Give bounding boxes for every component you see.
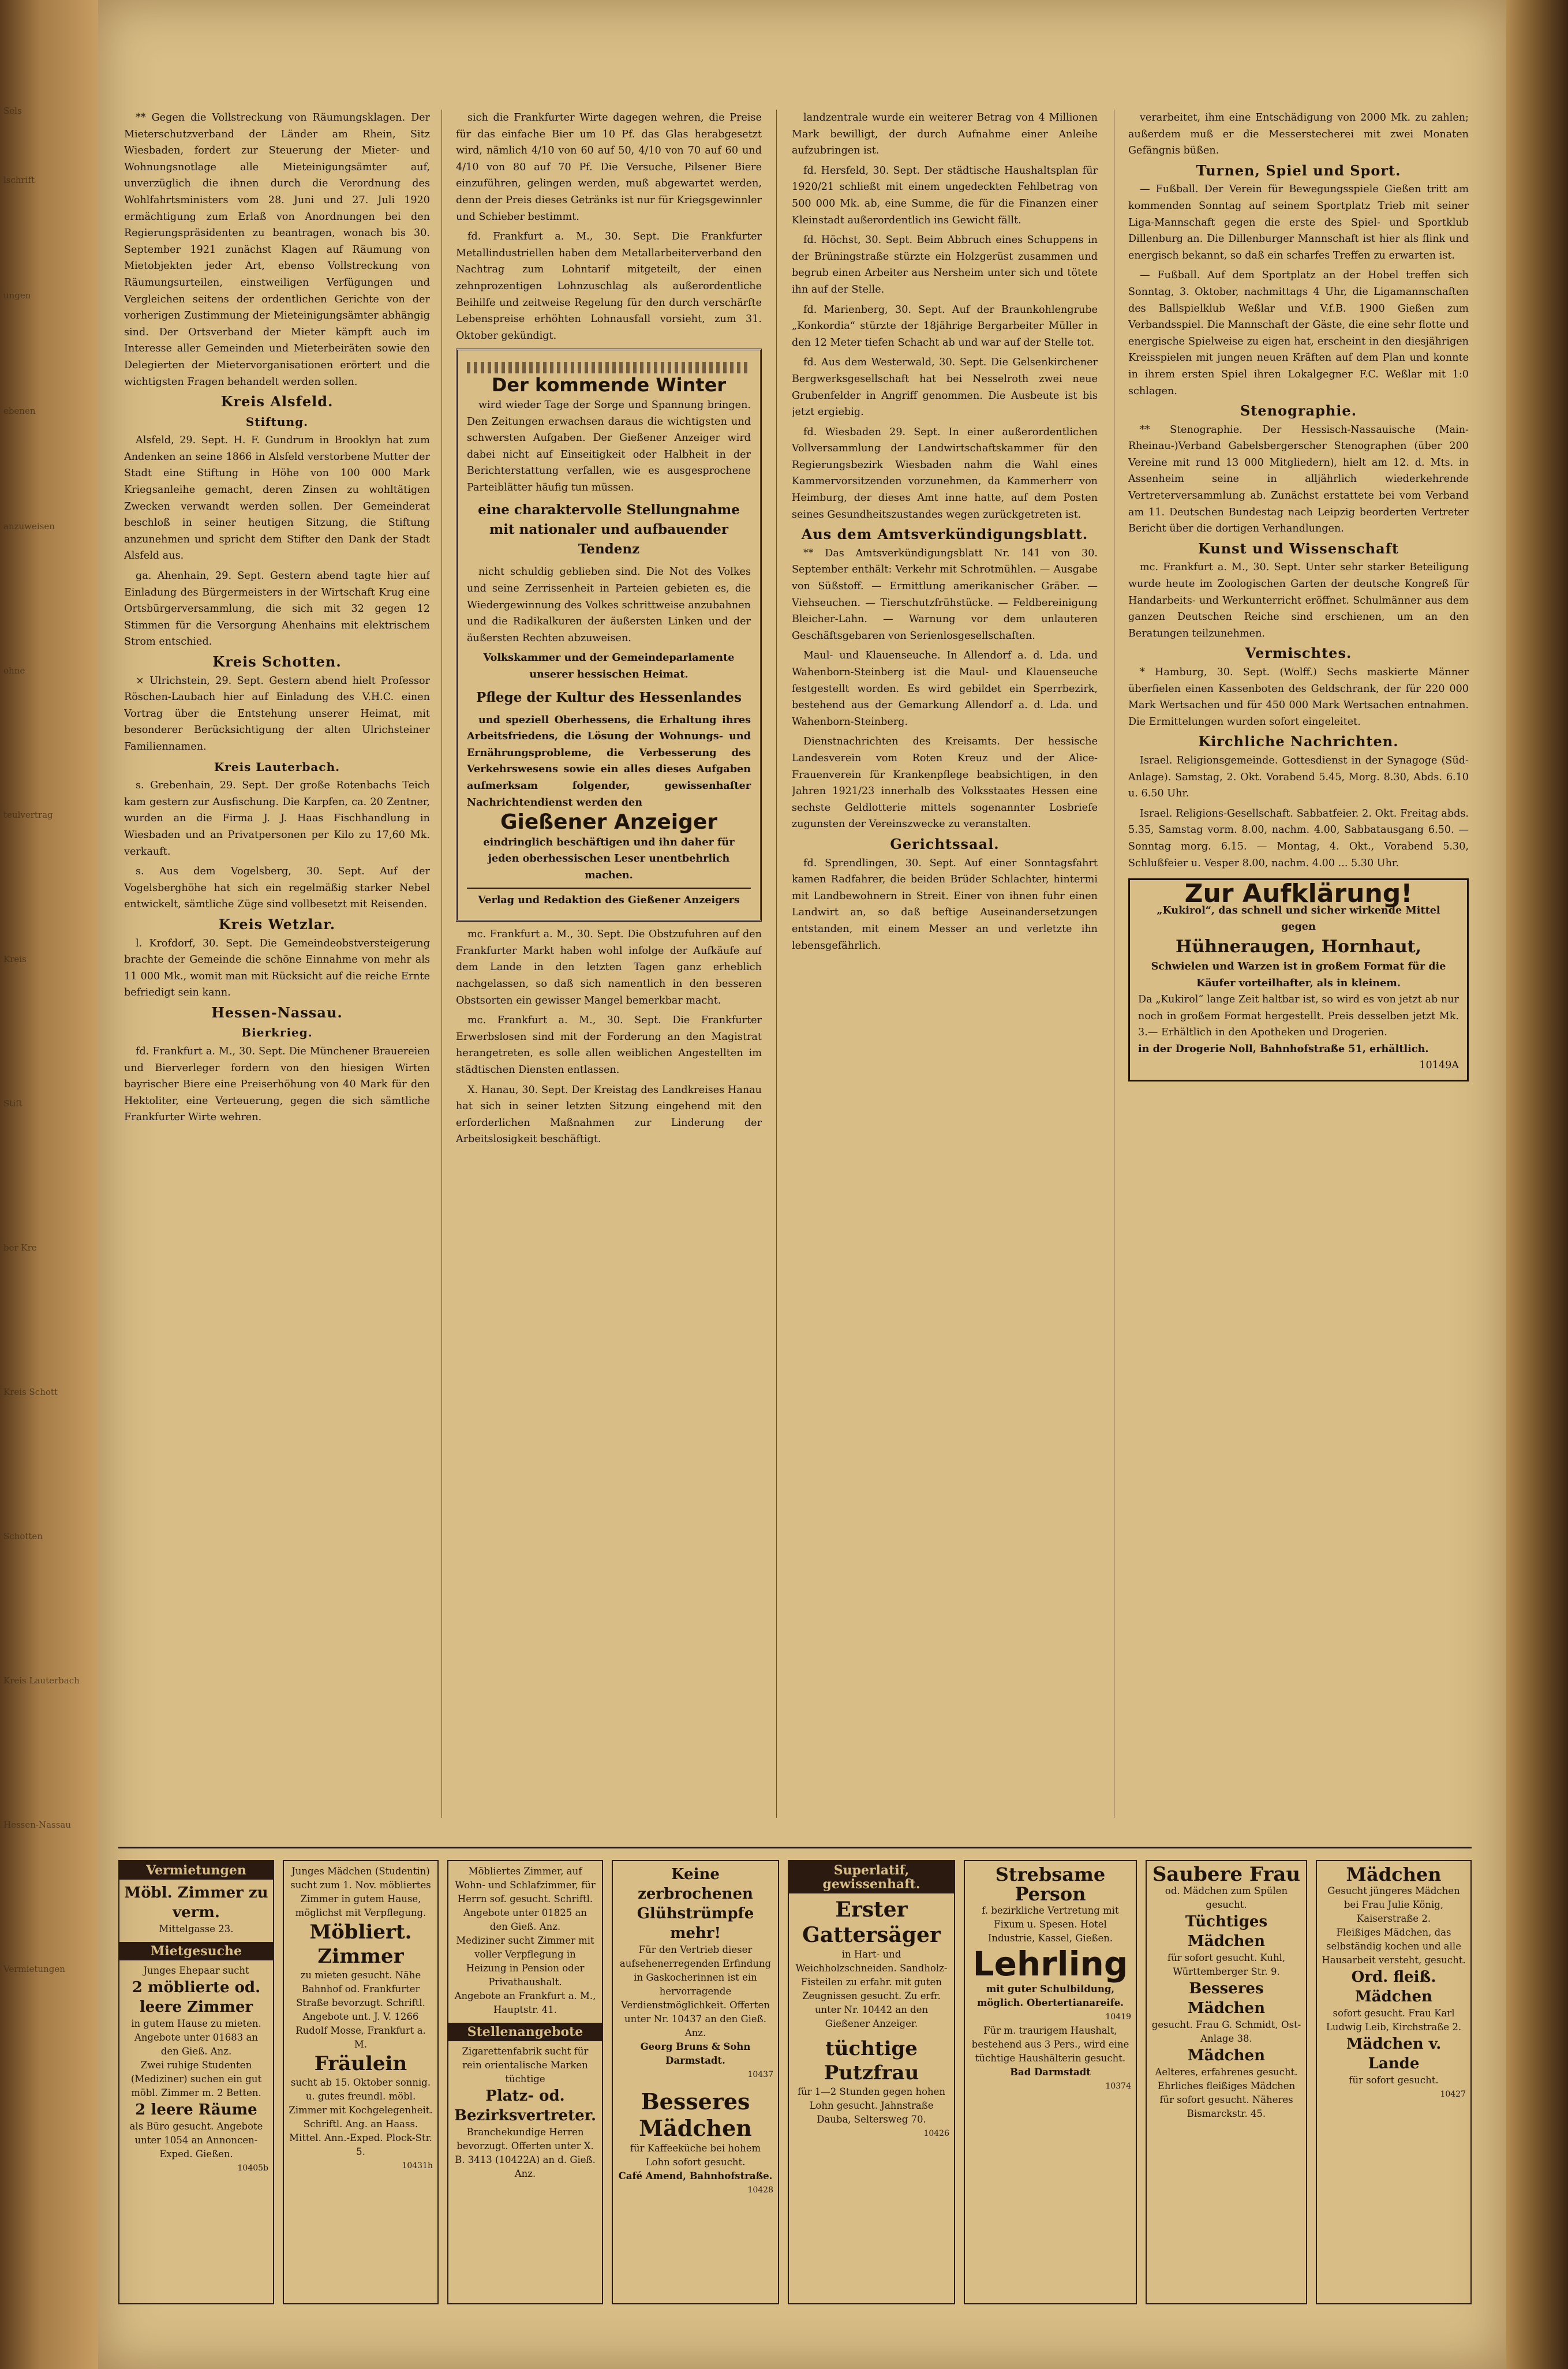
category-banner: Stellenangebote: [448, 2023, 602, 2041]
advertisement-kukirol: [1128, 878, 1469, 1081]
previous-page-text: ungen: [3, 290, 31, 301]
ad-text: Angebote an Frankfurt a. M., Hauptstr. 41.: [454, 1990, 596, 2015]
article-fussball-2: — Fußball. Auf dem Sportplatz an der Hobel treffen sich Sonntag, 3. Oktober, nachmittags 4 Uhr, die Ligamannschaften des Ballspielklub Weßlar und V.f.B. 1900 Gießen zum Verbandsspiel. Die Mannschaft der Gäste, die eine sehr flotte und energische Spielweise zu eigen hat, erscheint in den diesjährigen Kreisspielen mit jungen neuen Kräften auf dem Plan und konnte in ihrem ersten Spiel ihren Lokalgegner F.C. Weßlar mit 1:0 schlagen.: [1128, 270, 1469, 397]
ad-text: Gesucht jüngeres Mädchen bei Frau Julie König, Kaiserstraße 2.: [1327, 1885, 1460, 1924]
ad-text: zu mieten gesucht. Nähe Bahnhof od. Frankfurter Straße bevorzugt. Schriftl. Angebote unt. J. V. 1266 Rudolf Mosse, Frankfurt a. M.: [295, 1970, 426, 2050]
ad-text: Georg Bruns & Sohn Darmstadt.: [640, 2041, 751, 2066]
ad-number: 10419: [1105, 2012, 1131, 2022]
ad-text: Fleißiges Mädchen, das selbständig kochen und alle Hausarbeit versteht, gesucht.: [1322, 1927, 1466, 1966]
ad-title: 2 möblierte od. leere Zimmer: [132, 1979, 261, 2016]
previous-page-text: ber Kre: [3, 1242, 37, 1253]
ad-text: f. bezirkliche Vertretung mit Fixum u. Spesen. Hotel Industrie, Kassel, Gießen.: [982, 1905, 1119, 1944]
ad-block-mietgesuche: [118, 1860, 274, 2304]
ad-number: 10374: [1105, 2082, 1131, 2091]
ad-text: Café Amend, Bahnhofstraße.: [618, 2170, 773, 2181]
ad-text: als Büro gesucht. Angebote unter 1054 an Annoncen-Exped. Gießen.: [129, 2121, 263, 2160]
article-alsfeld-stiftung: Alsfeld, 29. Sept. H. F. Gundrum in Brooklyn hat zum Andenken an seine 1866 in Alsfeld verstorbene Mutter der Stadt eine Stiftung in Höhe von 100 000 Mark Kriegsanleihe gemacht, deren Zinsen zu wohltätigen Zwecken verwandt werden sollen. Der Gemeinderat beschloß in seiner heutigen Sitzung, die Stiftung anzunehmen und spricht dem Stifter den Dank der Stadt Alsfeld aus.: [124, 435, 430, 562]
ad-text: mit guter Schulbildung, möglich. Obertertianareife.: [976, 1983, 1124, 2008]
ad-title: Möbliert. Zimmer: [309, 1921, 412, 1968]
article-sprendlingen: fd. Sprendlingen, 30. Sept. Auf einer Sonntagsfahrt kamen Radfahrer, die beiden Brüder Schlachter, hintermi mit Landbewohnern in Streit. Einer von ihnen fuhr einen Landwirt an, so daß beftige Auseinandersetzungen entstanden, mit einem Messer an und verletzte ihn lebensgefährlich.: [792, 857, 1098, 952]
ad-text: Mediziner sucht Zimmer mit voller Verpflegung in Heizung in Pension oder Privathaushalt.: [456, 1935, 594, 1988]
article-bierpreise: sich die Frankfurter Wirte dagegen wehren, die Preise für das einfache Bier um 10 Pf. das Glas herabgesetzt wird, nämlich 4/10 von 60 auf 50, 4/10 von 70 auf 60 und 4/10 von 80 auf 70 Pf. Die Versuche, Pilsener Biere einzuführen, gelingen werden, muß abgewartet werden, denn der Preis dieses Getränks ist nur für Kriegsgewinnler und Schieber bestimmt.: [456, 112, 762, 223]
article-metallindustrie: fd. Frankfurt a. M., 30. Sept. Die Frankfurter Metallindustriellen haben dem Metallarbeiterverband den Nachtrag zum Lohntarif mitgeteilt, der einen zehnprozentigen Lohnzuschlag als außerordentliche Beihilfe und zeitweise Regelung für den durch verschärfte Lebenspreise erhöhten Lohnausfall vorsieht, zum 31. Oktober gekündigt.: [456, 231, 762, 342]
section-heading-kirchlich: Kirchliche Nachrichten.: [1198, 733, 1399, 750]
ad-headline: Hühneraugen, Hornhaut,: [1175, 936, 1422, 957]
ad-block-maedchen-2: [1316, 1860, 1472, 2304]
previous-page-text: anzuweisen: [3, 521, 55, 532]
ad-block-gattersaeger: [788, 1860, 955, 2304]
previous-page-text: Vermietungen: [3, 1964, 65, 1974]
ad-text: für 1—2 Stunden gegen hohen Lohn gesucht. Jahnstraße Dauba, Seltersweg 70.: [797, 2086, 946, 2125]
ad-text: in Hart- und Weichholzschneiden. Sandholz-Fisteilen zu erfahr. mit guten Zeugnissen gesucht. Zu erfr. unter Nr. 10442 an den Gießener Anzeiger.: [795, 1949, 948, 2029]
article-maul-klauenseuche: Maul- und Klauenseuche. In Allendorf a. d. Lda. und Wahenborn-Steinberg ist die Maul- und Klauenseuche festgestellt worden. Es wird gebildet ein Sperrbezirk, bestehend aus der Gemarkung Allendorf a. d. Lda. und Wahenborn-Steinberg.: [792, 650, 1098, 728]
previous-page-text: Hessen-Nassau: [3, 1820, 72, 1830]
ad-text: Ehrliches fleißiges Mädchen für sofort gesucht. Näheres Bismarckstr. 45.: [1157, 2080, 1296, 2119]
ad-text: sofort gesucht. Frau Karl Ludwig Leib, Kirchstraße 2.: [1326, 2008, 1462, 2033]
previous-page-edge: [0, 0, 98, 2369]
ad-title: Zur Aufklärung!: [1184, 879, 1413, 909]
section-heading-hessen-nassau: Hessen-Nassau.: [211, 1004, 343, 1021]
previous-page-text: lschrift: [3, 175, 35, 185]
ad-text: in gutem Hause zu mieten. Angebote unter 01683 an den Gieß. Anz.: [131, 2018, 261, 2057]
ad-title: Möbl. Zimmer zu verm.: [124, 1884, 268, 1921]
previous-page-text: Schotten: [3, 1531, 43, 1541]
section-heading-amtsverkuendigung: Aus dem Amtsverkündigungsblatt.: [801, 526, 1088, 543]
book-page-edges: [1506, 0, 1568, 2369]
ad-title: Lehrling: [972, 1944, 1128, 1983]
announcement-highlight: Pflege der Kultur des Hessenlandes: [476, 689, 742, 705]
ad-block-zimmer: [283, 1860, 439, 2304]
category-banner: Mietgesuche: [119, 1942, 273, 1960]
ad-title: 2 leere Räume: [135, 2101, 257, 2119]
article-krofdorf: l. Krofdorf, 30. Sept. Die Gemeindeobstversteigerung brachte der Gemeinde die schöne Einnahme von mehr als 11 000 Mk., womit man mit Rücksicht auf die reiche Ernte befriedigt sein kann.: [124, 937, 430, 999]
category-banner: Superlatif, gewissenhaft.: [789, 1861, 954, 1893]
column-rule: [776, 110, 777, 1818]
ad-text: Möbliertes Zimmer, auf Wohn- und Schlafzimmer, für Herrn sof. gesucht. Schriftl. Angebote unter 01825 an den Gieß. Anz.: [455, 1866, 596, 1932]
previous-page-text: Sels: [3, 106, 22, 116]
ad-title: Strebsame Person: [995, 1863, 1106, 1905]
ad-number: 10149A: [1419, 1060, 1459, 1072]
news-column-1: [124, 110, 430, 1835]
article-ulrichstein: × Ulrichstein, 29. Sept. Gestern abend hielt Professor Röschen-Laubach hier auf Einladung des V.H.C. einen Vortrag über die Entstehung unserer Heimat, mit besonderer Berücksichtigung der alten Ulrichsteiner Familiennamen.: [124, 675, 430, 753]
previous-page-text: ohne: [3, 665, 25, 676]
article-vogelsberg: s. Aus dem Vogelsberg, 30. Sept. Auf der Vogelsberghöhe hat sich ein regelmäßig starker Nebel entwickelt, sämtliche Züge sind vollbesetzt mit Reisenden.: [124, 866, 430, 911]
ad-number: 10437: [747, 2070, 773, 2079]
article-hanau: X. Hanau, 30. Sept. Der Kreistag des Landkreises Hanau hat sich in seiner letzten Sitzung eingehend mit den erforderlichen Maßnahmen zur Linderung der Arbeitslosigkeit beschäftigt.: [456, 1084, 762, 1146]
ad-text: Zigarettenfabrik sucht für rein orientalische Marken tüchtige: [462, 2046, 589, 2084]
ad-title: Platz- od. Bezirksvertreter.: [454, 2087, 597, 2124]
article-fussball-1: — Fußball. Der Verein für Bewegungsspiele Gießen tritt am kommenden Sonntag auf seinem Sportplatz Trieb mit seiner Liga-Mannschaft gegen die erste des Spiel- und Sportklub Dillenburg an. Die Dillenburger Mannschaft ist hier als flink und energisch bekannt, so daß ein scharfes Treffen zu erwarten ist.: [1128, 184, 1469, 261]
section-subheading-stiftung: Stiftung.: [245, 414, 309, 429]
ad-title: Fräulein: [314, 2052, 407, 2075]
section-heading-wetzlar: Kreis Wetzlar.: [218, 915, 336, 933]
article-religionsgesellschaft: Israel. Religions-Gesellschaft. Sabbatfeier. 2. Okt. Freitag abds. 5.35, Samstag vorm. 8.00, nachm. 4.00, Sabbatausgang 6.50. — Sonntag morg. 6.15. — Montag, 4. Okt., Vorabend 5.30, Schlußfeier u. Vesper 8.00, nachm. 4.00 ... 5.30 Uhr.: [1128, 807, 1469, 869]
news-column-4: [1128, 110, 1469, 1835]
ad-title: tüchtige Putzfrau: [824, 2037, 919, 2084]
article-religionsgemeinde: Israel. Religionsgemeinde. Gottesdienst in der Synagoge (Süd-Anlage). Samstag, 2. Okt. Vorabend 5.45, Morg. 8.30, Abds. 6.10 u. 6.50 Uhr.: [1128, 754, 1469, 800]
article-amtsblatt: ** Das Amtsverkündigungsblatt Nr. 141 von 30. September enthält: Verkehr mit Schrotmühlen. — Ausgabe von Süßstoff. — Ermittlung amerikanischer Gräber. — Viehseuchen. — Tierschutzfrühstücke. — Feldbereinigung Bleicher-Lahn. — Warnung vor dem unlauteren Geschäftsgebaren von Serienlosgesellschaften.: [792, 547, 1098, 642]
ad-block-gluehstruempfe: [612, 1860, 779, 2304]
ad-title: Mädchen: [1188, 2047, 1265, 2064]
section-heading-alsfeld: Kreis Alsfeld.: [220, 393, 334, 410]
ad-text: Zwei ruhige Studenten (Mediziner) suchen ein gut möbl. Zimmer m. 2 Betten.: [130, 2060, 262, 2098]
ad-text: sucht ab 15. Oktober sonnig. u. gutes freundl. möbl. Zimmer mit Kochgelegenheit. Schriftl. Ang. an Haass. Mittel. Ann.-Exped. Plock-Str. 5.: [289, 2077, 433, 2157]
ad-number: 10405b: [237, 2164, 268, 2173]
ad-text: gesucht. Frau G. Schmidt, Ost-Anlage 38.: [1151, 2019, 1301, 2044]
column-rule: [441, 110, 442, 1818]
ornament-border: [467, 362, 751, 373]
ad-title: Tüchtiges Mädchen: [1185, 1913, 1268, 1950]
article-dienstnachrichten: Dienstnachrichten des Kreisamts. Der hessische Landesverein vom Roten Kreuz und der Alice-Frauenverein für Krankenpflege beabsichtigen, in den Jahren 1921/23 innerhalb des Volksstaates Hessen eine sechste Geldlotterie mittels sogenannter Losbriefe zugunsten der Vereinszwecke zu veranstalten.: [792, 736, 1098, 830]
announcement-text: und speziell Oberhessens, die Erhaltung ihres Arbeitsfriedens, die Lösung der Wohnungs- und Ernährungsprobleme, die Verbesserung des Verkehrswesens sowie ein alles dieses Aufgaben aufmerksam folgender, gewissenhafter Nachrichtendienst werden den: [467, 713, 751, 809]
ad-subtitle: „Kukirol“, das schnell und sicher wirkende Mittel gegen: [1157, 904, 1440, 933]
article-hamburg: * Hamburg, 30. Sept. (Wolff.) Sechs maskierte Männer überfielen einen Kassenboten des Geldschrank, der für 220 000 Mark Wertsachen und für 450 000 Mark Wertsachen entnahmen. Die Ermittelungen wurden sofort eingeleitet.: [1128, 667, 1469, 728]
announcement-text: wird wieder Tage der Sorge und Spannung bringen. Den Zeitungen erwachsen daraus die wichtigsten und schwersten Aufgaben. Der Gießener Anzeiger wird dabei nicht auf Einseitigkeit oder Halbheit in der Berichterstattung verfallen, wie es ausgesprochene Parteiblätter häufig tun müssen.: [467, 399, 751, 493]
announcement-signature: Verlag und Redaktion des Gießener Anzeigers: [467, 888, 751, 909]
ad-text: Aelteres, erfahrenes gesucht.: [1155, 2067, 1298, 2078]
ad-text: Für m. traurigem Haushalt, bestehend aus 3 Pers., wird eine tüchtige Haushälterin gesucht.: [971, 2025, 1129, 2064]
ad-text: Für den Vertrieb dieser aufsehenerregenden Erfindung in Gaskocherinnen ist ein hervorragende Verdienstmöglichkeit. Offerten unter Nr. 10437 an den Gieß. Anz.: [619, 1944, 772, 2038]
article-hersfeld: fd. Hersfeld, 30. Sept. Der städtische Haushaltsplan für 1920/21 schließt mit einem ungedeckten Fehlbetrag von 500 000 Mk. ab, eine Summe, die für die Finanzen einer Kleinstadt außerordentlich ins Gewicht fällt.: [792, 164, 1098, 226]
section-heading-sport: Turnen, Spiel und Sport.: [1196, 162, 1401, 179]
section-heading-kunst: Kunst und Wissenschaft: [1197, 540, 1399, 557]
article-landzentrale: landzentrale wurde ein weiterer Betrag von 4 Millionen Mark bewilligt, der durch Aufnahme einer Anleihe aufzubringen ist.: [792, 112, 1098, 157]
previous-page-text: teulvertrag: [3, 810, 53, 820]
news-column-2: [456, 110, 762, 1835]
article-hoechst: fd. Höchst, 30. Sept. Beim Abbruch eines Schuppens in der Brüningstraße stürzte ein Holzgerüst zusammen und begrub einen Arbeiter aus Nersheim unter sich und tötete ihn auf der Stelle.: [792, 234, 1098, 295]
announcement-text: nicht schuldig geblieben sind. Die Not des Volkes und seine Zerrissenheit in Parteien gebieten es, die Wiedergewinnung des Volkes schrittweise anzubahnen und die Radikalkuren der äußersten Linken und der äußersten Rechten abzuweisen.: [467, 566, 751, 644]
previous-page-text: ebenen: [3, 406, 36, 416]
article-ahenhain: ga. Ahenhain, 29. Sept. Gestern abend tagte hier auf Einladung des Bürgermeisters in der Wirtschaft Krug eine Ortsbürgerversammlung, die sich mit 32 gegen 12 Stimmen für die Versorgung Ahenhains mit elektrischem Strom entschied.: [124, 570, 430, 648]
newspaper-name: Gießener Anzeiger: [500, 810, 718, 834]
article-bierkrieg: fd. Frankfurt a. M., 30. Sept. Die Münchener Brauereien und Bierverleger fordern von den hiesigen Wirten bayrischer Biere eine Preiserhöhung von 40 Mark für den Hektoliter, eine Verteuerung, gegen die sich sämtliche Frankfurter Wirte wehren.: [124, 1046, 430, 1124]
ad-subtitle: Schwielen und Warzen ist in großem Format für die Käufer vorteilhafter, als in kleinem.: [1151, 960, 1446, 989]
previous-page-text: Stift: [3, 1098, 23, 1109]
ad-text: Bad Darmstadt: [1010, 2067, 1091, 2078]
ad-text: Branchekundige Herren bevorzugt. Offerten unter X. B. 3413 (10422A) an d. Gieß. Anz.: [455, 2127, 596, 2179]
ad-text: für sofort gesucht. Kuhl, Württemberger Str. 9.: [1167, 1952, 1286, 1977]
announcement-highlight: eindringlich beschäftigen und ihn daher für jeden oberhessischen Leser unentbehrlich machen.: [483, 836, 735, 881]
section-subheading-bierkrieg: Bierkrieg.: [241, 1026, 313, 1040]
ad-text: Junges Ehepaar sucht: [143, 1965, 249, 1976]
ad-number: 10427: [1440, 2090, 1466, 2099]
article-entschaedigung: verarbeitet, ihm eine Entschädigung von 2000 Mk. zu zahlen; außerdem muß er die Messerstecherei mit zwei Monaten Gefängnis büßen.: [1128, 112, 1469, 157]
article-erwerbslose: mc. Frankfurt a. M., 30. Sept. Die Frankfurter Erwerbslosen sind mit der Forderung an den Magistrat herangetreten, es solle allen weiblichen Angestellten im städtischen Diensten entlassen.: [456, 1015, 762, 1076]
ad-number: 10431h: [402, 2161, 433, 2170]
news-column-3: [792, 110, 1098, 1835]
ad-text: Da „Kukirol“ lange Zeit haltbar ist, so wird es von jetzt ab nur noch in großem Format hergestellt. Preis desselben jetzt Mk. 3.— Erhältlich in den Apotheken und Drogerien.: [1138, 994, 1459, 1039]
article-obstzufuhren: mc. Frankfurt a. M., 30. Sept. Die Obstzufuhren auf den Frankfurter Markt haben wohl infolge der Aufkäufe auf dem Lande in den letzten Tagen ganz erheblich nachgelassen, so daß sich namentlich in den besseren Obstsorten ein gewisser Mangel bemerkbar macht.: [456, 929, 762, 1006]
previous-page-text: Kreis: [3, 954, 27, 964]
ad-title: Ord. fleiß. Mädchen: [1351, 1968, 1436, 2005]
ad-title: Besseres Mädchen: [639, 2089, 752, 2141]
article-wiesbaden: fd. Wiesbaden 29. Sept. In einer außerordentlichen Vollversammlung der Landwirtschaftskammer für den Regierungsbezirk Wiesbaden nahm die Wahl eines Kammervorsitzenden vorzunehmen, da Kammerherr von Heimburg, der dieses Amt inne hatte, auf dem Posten seines Gesundheitszustandes wegen zurückgetreten ist.: [792, 426, 1098, 521]
ad-title: Keine zerbrochenen Glühstrümpfe mehr!: [637, 1866, 754, 1942]
ad-block-maedchen-1: [1146, 1860, 1307, 2304]
ad-text: für Kaffeeküche bei hohem Lohn sofort gesucht.: [630, 2143, 761, 2168]
ad-title: Mädchen v. Lande: [1346, 2035, 1442, 2072]
article-marienberg: fd. Marienberg, 30. Sept. Auf der Braunkohlengrube „Konkordia“ stürzte der 18jährige Bergarbeiter Müller in den 12 Meter tiefen Schacht ab und war auf der Stelle tot.: [792, 304, 1098, 349]
ad-title: Erster Gattersäger: [802, 1898, 941, 1947]
ad-text: Junges Mädchen (Studentin) sucht zum 1. Nov. möbliertes Zimmer in gutem Hause, möglichst mit Verpflegung.: [290, 1866, 431, 1918]
previous-page-text: Kreis Schott: [3, 1387, 58, 1397]
section-heading-vermischtes: Vermischtes.: [1245, 645, 1352, 662]
announcement-highlight: eine charaktervolle Stellungnahme mit nationaler und aufbauender Tendenz: [478, 502, 740, 557]
article-westerwald: fd. Aus dem Westerwald, 30. Sept. Die Gelsenkirchener Bergwerksgesellschaft hat bei Nesselroth zwei neue Grubenfelder in Angriff genommen. Die Ausbeute ist bis jetzt ergiebig.: [792, 357, 1098, 418]
section-heading-stenographie: Stenographie.: [1240, 402, 1357, 420]
ad-text: Mittelgasse 23.: [159, 1923, 234, 1934]
ad-title: Mädchen: [1346, 1863, 1442, 1885]
ad-text: od. Mädchen zum Spülen gesucht.: [1165, 1885, 1288, 1910]
article-grebenhain: s. Grebenhain, 29. Sept. Der große Rotenbachs Teich kam gestern zur Ausfischung. Die Karpfen, ca. 20 Zentner, wurden an die Firma J. J. Haas Fischhandlung in Wiesbaden und an Privatpersonen per Kilo zu 17,60 Mk. verkauft.: [124, 780, 430, 858]
ad-number: 10426: [923, 2129, 949, 2138]
ad-title: Saubere Frau: [1152, 1863, 1301, 1886]
announcement-kommende-winter: [456, 349, 762, 922]
ad-block-stellen: [447, 1860, 603, 2304]
category-banner: Vermietungen: [119, 1861, 273, 1880]
article-stenographie: ** Stenographie. Der Hessisch-Nassauische (Main-Rheinau-)Verband Gabelsbergerscher Stenographen (über 200 Vereine mit rund 13 000 Mitgliedern), hielt am 12. d. Mts. in Assenheim seine in alljährlich wiederkehrende Vertreterversammlung ab. Zunächst erstattete bei vom Verband am 11. Deutschen Bundestag nach Leipzig beorderten Vertreter Bericht über die dortigen Verhandlungen.: [1128, 424, 1469, 535]
section-heading-gerichtssaal: Gerichtssaal.: [890, 835, 1000, 852]
announcement-highlight: Volkskammer und der Gemeindeparlamente unserer hessischen Heimat.: [483, 652, 735, 681]
previous-page-text: Kreis Lauterbach: [3, 1675, 80, 1686]
ad-number: 10428: [747, 2185, 773, 2195]
ad-title: Besseres Mädchen: [1188, 1980, 1265, 2017]
article-mieterschutz: ** Gegen die Vollstreckung von Räumungsklagen. Der Mieterschutzverband der Länder am Rhein, Sitz Wiesbaden, fordert zur Steuerung der Mieter- und Wohnungsnotlage alle Mieteinigungsämter auf, unverzüglich die ihnen durch die Verordnung des Wohlfahrtsministers vom 28. Juni und 27. Juli 1920 ermächtigung zum Erlaß von Anordnungen bei den Regierungspräsidenten zu beantragen, wonach bis 30. September 1921 zunächst Klagen auf Räumung von Mietobjekten jeder Art, ebenso Vollstreckung von Räumungsurteilen, einstweiligen Verfügungen und Vergleichen seitens der ordentlichen Gerichte von der vorherigen Zustimmung der Mieteinigungsämter abhängig sind. Der Ortsverband der Mieter kämpft auch im Interesse aller Gemeinden und Mieterbeiräten sowie den Delegierten der Mietervorganisationen erörtert und die wichtigsten Fragen behandelt werden sollen.: [124, 112, 430, 388]
article-kongress: mc. Frankfurt a. M., 30. Sept. Unter sehr starker Beteiligung wurde heute im Zoologischen Garten der deutsche Kongreß für Handarbeits- und Werkunterricht eröffnet. Schulmänner aus dem ganzen Deutschen Reiche sind erschienen, um an den Beratungen teilzunehmen.: [1128, 562, 1469, 639]
announcement-title: Der kommende Winter: [491, 374, 727, 396]
section-heading-lauterbach: Kreis Lauterbach.: [214, 759, 340, 774]
ad-text: in der Drogerie Noll, Bahnhofstraße 51, erhältlich.: [1138, 1042, 1429, 1055]
ad-block-lehrling: [964, 1860, 1137, 2304]
section-heading-schotten: Kreis Schotten.: [212, 653, 342, 670]
ad-text: für sofort gesucht.: [1349, 2075, 1439, 2086]
classified-ads: [118, 1847, 1472, 2310]
